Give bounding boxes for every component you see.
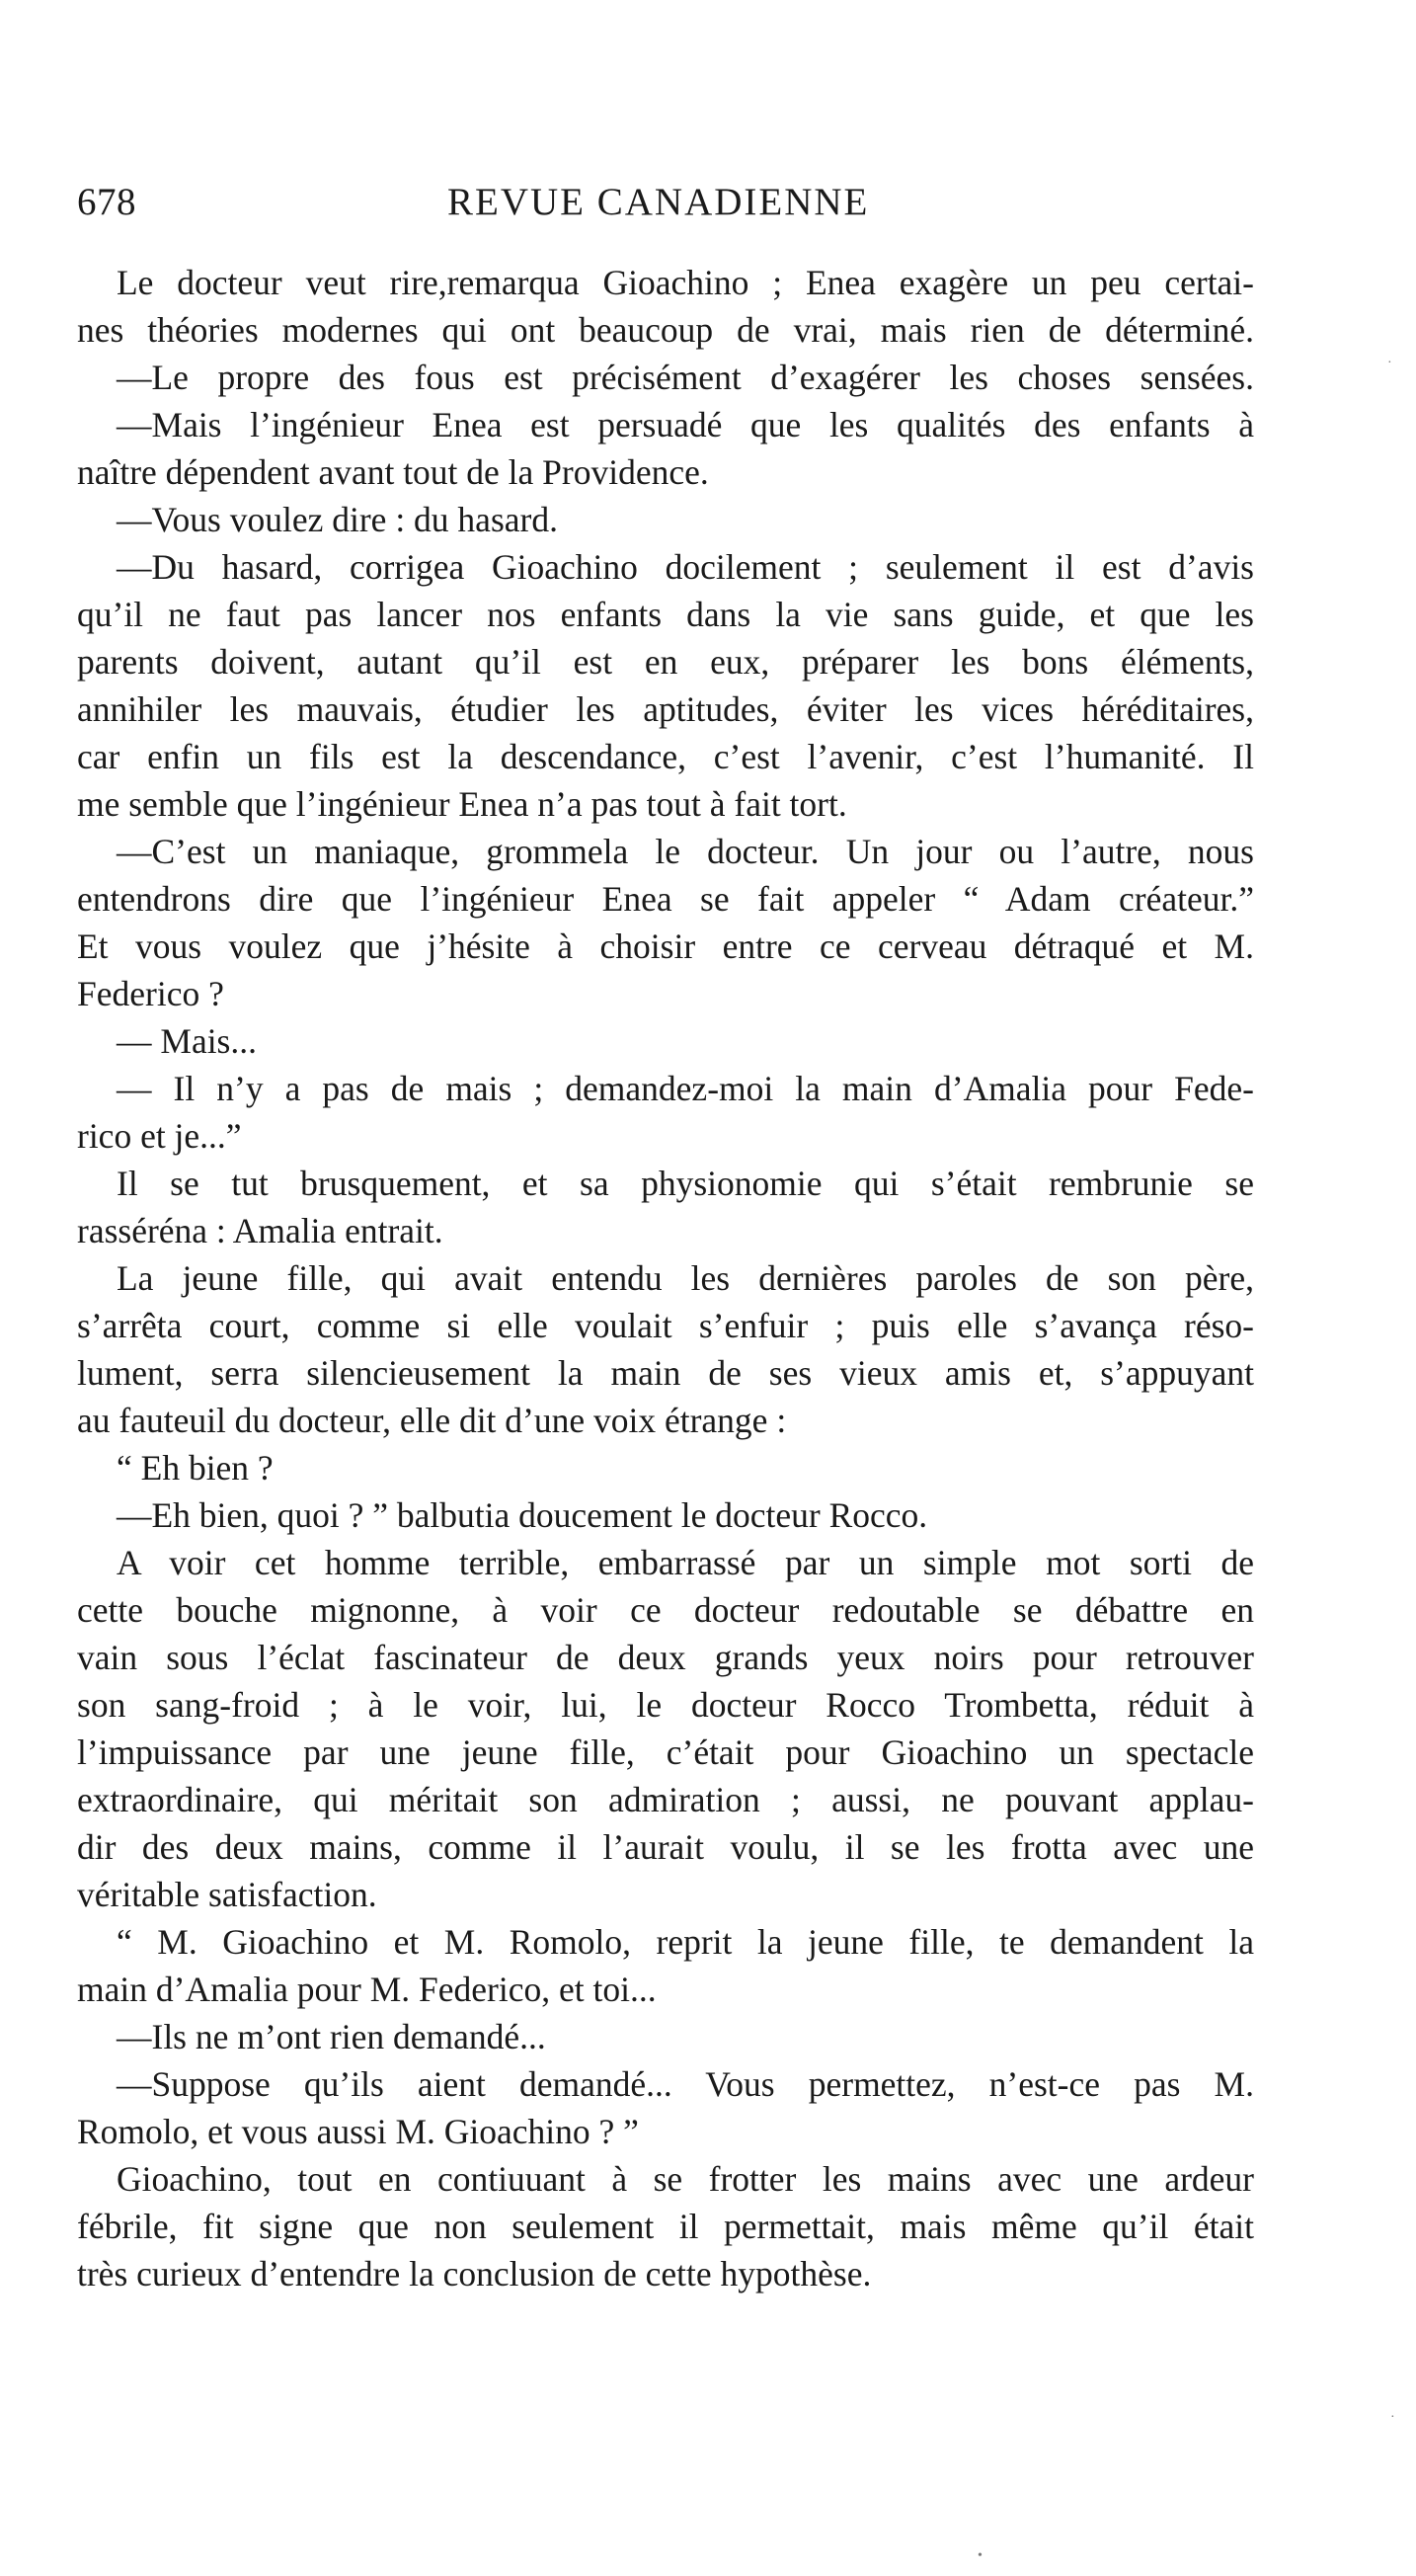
text-line: La jeune fille, qui avait entendu les dernières paroles de son père, <box>117 1258 1254 1298</box>
text-line: l’impuissance par une jeune fille, c’était pour Gioachino un spectacle <box>77 1732 1254 1772</box>
text-line: A voir cet homme terrible, embarrassé par un simple mot sorti de <box>117 1543 1254 1582</box>
text-line: main d’Amalia pour M. Federico, et toi... <box>77 1970 657 2009</box>
text-line: —Suppose qu’ils aient demandé... Vous permettez, n’est-ce pas M. <box>117 2064 1254 2104</box>
text-line: très curieux d’entendre la conclusion de cette hypothèse. <box>77 2254 872 2294</box>
text-line: lument, serra silencieusement la main de ses vieux amis et, s’appuyant <box>77 1353 1254 1393</box>
text-line: Il se tut brusquement, et sa physionomie qui s’était rembrunie se <box>117 1164 1254 1203</box>
text-line: Et vous voulez que j’hésite à choisir entre ce cerveau détraqué et M. <box>77 926 1254 966</box>
margin-speck: • <box>978 2548 983 2563</box>
text-line: Gioachino, tout en contiuuant à se frotter les mains avec une ardeur <box>117 2159 1254 2199</box>
text-line: —Ils ne m’ont rien demandé... <box>117 2017 546 2056</box>
text-line: Le docteur veut rire,remarqua Gioachino ; Enea exagère un peu certai- <box>117 263 1254 302</box>
page-number: 678 <box>77 181 136 223</box>
text-line: cette bouche mignonne, à voir ce docteur redoutable se débattre en <box>77 1590 1254 1630</box>
text-line: fébrile, fit signe que non seulement il permettait, mais même qu’il était <box>77 2207 1254 2246</box>
text-line: annihiler les mauvais, étudier les aptitudes, éviter les vices héréditaires, <box>77 689 1254 729</box>
text-line: car enfin un fils est la descendance, c’est l’avenir, c’est l’humanité. Il <box>77 737 1254 776</box>
text-line: —Le propre des fous est précisément d’exagérer les choses sensées. <box>117 358 1254 397</box>
text-line: “ Eh bien ? <box>117 1448 274 1488</box>
text-line: dir des deux mains, comme il l’aurait voulu, il se les frotta avec une <box>77 1827 1254 1867</box>
text-line: —Du hasard, corrigea Gioachino docilement ; seulement il est d’avis <box>117 547 1254 587</box>
text-line: naître dépendent avant tout de la Providence. <box>77 452 709 492</box>
margin-speck: · <box>1387 356 1392 370</box>
text-line: au fauteuil du docteur, elle dit d’une voix étrange : <box>77 1401 787 1440</box>
text-line: s’arrêta court, comme si elle voulait s’enfuir ; puis elle s’avança réso- <box>77 1306 1254 1345</box>
text-line: me semble que l’ingénieur Enea n’a pas tout à fait tort. <box>77 784 847 824</box>
page-header <box>77 180 1262 239</box>
text-line: Romolo, et vous aussi M. Gioachino ? ” <box>77 2112 639 2151</box>
text-line: rasséréna : Amalia entrait. <box>77 1211 443 1250</box>
text-line: Federico ? <box>77 974 224 1013</box>
text-line: —Eh bien, quoi ? ” balbutia doucement le docteur Rocco. <box>117 1495 928 1535</box>
text-line: qu’il ne faut pas lancer nos enfants dans la vie sans guide, et que les <box>77 595 1254 634</box>
text-line: —C’est un maniaque, grommela le docteur. Un jour ou l’autre, nous <box>117 832 1254 871</box>
text-line: vain sous l’éclat fascinateur de deux grands yeux noirs pour retrouver <box>77 1638 1254 1677</box>
text-line: “ M. Gioachino et M. Romolo, reprit la jeune fille, te demandent la <box>117 1922 1254 1962</box>
text-line: entendrons dire que l’ingénieur Enea se fait appeler “ Adam créateur.” <box>77 879 1254 919</box>
margin-speck: · <box>1390 2410 1395 2425</box>
body-text <box>77 259 1254 2297</box>
text-line: — Il n’y a pas de mais ; demandez-moi la main d’Amalia pour Fede- <box>117 1069 1254 1108</box>
text-line: son sang-froid ; à le voir, lui, le docteur Rocco Trombetta, réduit à <box>77 1685 1254 1725</box>
text-line: nes théories modernes qui ont beaucoup de vrai, mais rien de déterminé. <box>77 310 1254 350</box>
text-line: —Vous voulez dire : du hasard. <box>117 500 558 539</box>
text-line: extraordinaire, qui méritait son admiration ; aussi, ne pouvant applau- <box>77 1780 1254 1819</box>
text-line: parents doivent, autant qu’il est en eux, préparer les bons éléments, <box>77 642 1254 682</box>
text-line: — Mais... <box>117 1021 257 1061</box>
text-line: véritable satisfaction. <box>77 1875 377 1914</box>
running-title: REVUE CANADIENNE <box>447 181 870 223</box>
text-line: —Mais l’ingénieur Enea est persuadé que les qualités des enfants à <box>117 405 1254 444</box>
text-line: rico et je...” <box>77 1116 242 1156</box>
